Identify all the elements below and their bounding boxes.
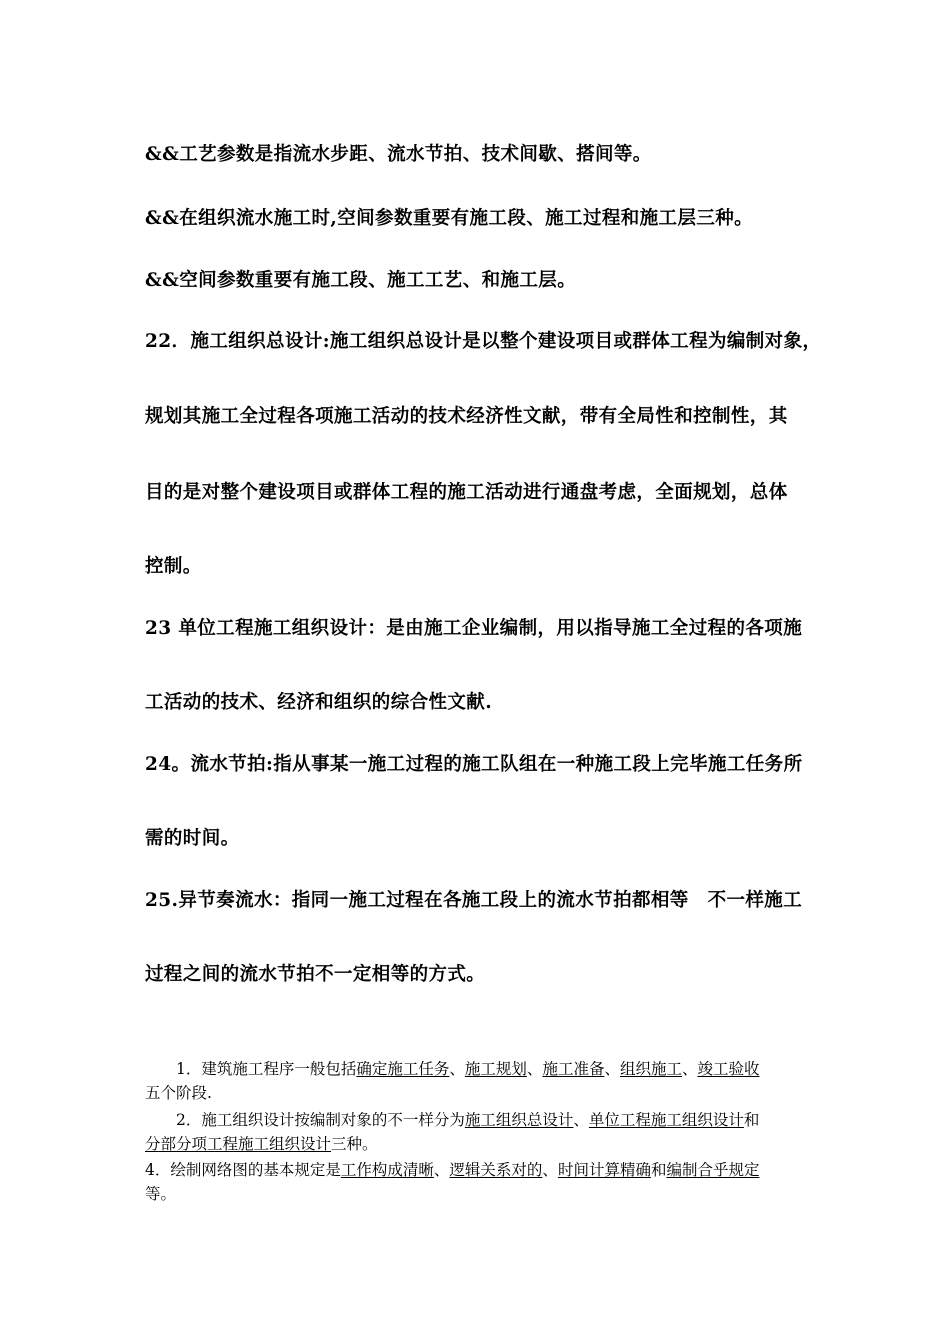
note-4-line-1 — [145, 1158, 759, 1180]
paragraph-23-line-1: 23 单位工程施工组织设计：是由施工企业编制，用以指导施工全过程的各项施 — [145, 618, 803, 639]
blank-answer: 施工准备 — [542, 1060, 605, 1078]
paragraph-24-line-1: 24。流水节拍:指从事某一施工过程的施工队组在一种施工段上完毕施工任务所 — [145, 754, 803, 775]
note-text: 2．施工组织设计按编制对象的不一样分为 — [176, 1111, 465, 1129]
paragraph-space-params-1: &&在组织流水施工时,空间参数重要有施工段、施工过程和施工层三种。 — [145, 208, 754, 229]
blank-answer: 组织施工 — [619, 1060, 682, 1078]
note-text: 、 — [433, 1161, 450, 1179]
paragraph-25-line-1: 25.异节奏流水：指同一施工过程在各施工段上的流水节拍都相等 不一样施工 — [145, 890, 803, 911]
note-text: 、 — [681, 1060, 698, 1078]
note-2-line-2 — [145, 1132, 378, 1154]
note-text: 、 — [449, 1060, 465, 1078]
note-text: 和 — [743, 1111, 760, 1129]
note-text: 和 — [650, 1161, 667, 1179]
paragraph-22-line-4: 控制。 — [145, 556, 202, 577]
paragraph-process-params: &&工艺参数是指流水步距、流水节拍、技术间歇、搭间等。 — [145, 144, 652, 165]
note-4-line-2: 等。 — [145, 1185, 177, 1203]
note-2-line-1 — [176, 1108, 759, 1130]
note-text: 三种。 — [331, 1135, 378, 1153]
blank-answer: 确定施工任务 — [356, 1060, 450, 1078]
blank-answer: 施工组织总设计 — [464, 1111, 574, 1129]
paragraph-23-line-2: 工活动的技术、经济和组织的综合性文献. — [145, 692, 493, 713]
blank-answer: 单位工程施工组织设计 — [588, 1111, 744, 1129]
paragraph-22-line-3: 目的是对整个建设项目或群体工程的施工活动进行通盘考虑，全面规划，总体 — [145, 482, 788, 503]
note-1-line-1 — [176, 1057, 760, 1079]
paragraph-22-line-2: 规划其施工全过程各项施工活动的技术经济性文献，带有全局性和控制性，其 — [145, 406, 788, 427]
note-text: 、 — [573, 1111, 589, 1129]
blank-answer: 施工规划 — [464, 1060, 527, 1078]
blank-answer: 逻辑关系对的 — [449, 1161, 543, 1179]
paragraph-24-line-2: 需的时间。 — [145, 828, 240, 849]
note-text: 4．绘制网络图的基本规定是 — [145, 1161, 341, 1179]
paragraph-22-line-1: 22．施工组织总设计:施工组织总设计是以整个建设项目或群体工程为编制对象， — [145, 331, 822, 352]
note-1-line-2: 五个阶段. — [145, 1084, 212, 1102]
note-text: 、 — [604, 1060, 620, 1078]
note-text: 1．建筑施工程序一般包括 — [176, 1060, 357, 1078]
note-text: 、 — [542, 1161, 558, 1179]
note-text: 、 — [526, 1060, 543, 1078]
blank-answer: 分部分项工程施工组织设计 — [145, 1135, 332, 1153]
paragraph-25-line-2: 过程之间的流水节拍不一定相等的方式。 — [145, 964, 486, 985]
paragraph-space-params-2: &&空间参数重要有施工段、施工工艺、和施工层。 — [145, 270, 577, 291]
blank-answer: 时间计算精确 — [557, 1161, 651, 1179]
blank-answer: 工作构成清晰 — [340, 1161, 434, 1179]
blank-answer: 编制合乎规定 — [666, 1161, 760, 1179]
blank-answer: 竣工验收 — [697, 1060, 760, 1078]
